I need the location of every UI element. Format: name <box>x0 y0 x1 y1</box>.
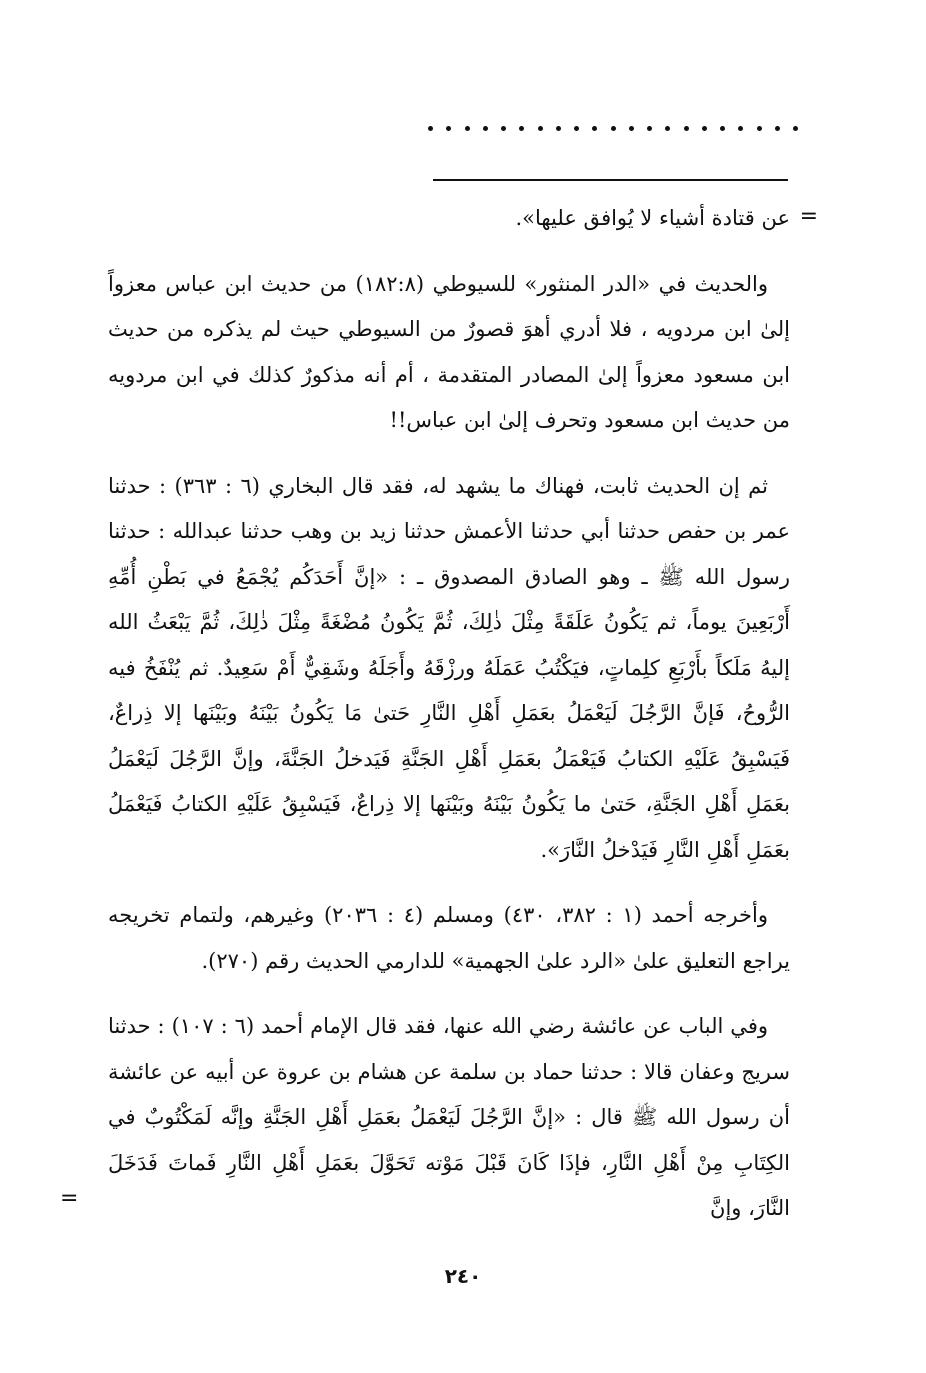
separator-dot <box>611 126 616 131</box>
paragraph-aisha-hadith: وفي الباب عن عائشة رضي الله عنها، فقد قال الإمام أحمد (٦ : ١٠٧) : حدثنا سريج وعفان قالا : حدثنا حماد بن سلمة عن هشام بن عروة عن أبيه عن عائشة أن رسول الله ﷺ قال : «إنَّ الرَّجُلَ لَيَعْمَلُ بعَمَلِ أَهْلِ الجَنَّةِ وإنَّه لَمَكْتُوبٌ في الكِتَابِ مِنْ أَهْلِ النَّارِ، فإذَا كَانَ قَبْلَ مَوْته تَحَوَّلَ بعَمَلِ أَهْلِ النَّارِ فَماتَ فَدَخَلَ النَّارَ، وإنَّ <box>108 1014 790 1220</box>
separator-dot <box>629 126 634 131</box>
separator-dot <box>501 126 506 131</box>
header-dot-separator <box>428 122 798 134</box>
separator-dot <box>592 126 597 131</box>
page-number: ٢٤٠ <box>444 1264 482 1288</box>
separator-dot <box>720 126 725 131</box>
continuation-mark-bottom: = <box>60 1186 79 1211</box>
separator-dot <box>757 126 762 131</box>
separator-dot <box>647 126 652 131</box>
paragraph-durr-manthur: والحديث في «الدر المنثور» للسيوطي (١٨٢:٨) من حديث ابن عباس معزواً إلىٰ ابن مردويه ، فلا أدري أهوَ قصورٌ من السيوطي حيث لم يذكره من حديث ابن مسعود معزواً إلىٰ المصادر المتقدمة ، أم أنه مذكورٌ كذلك في ابن مردويه من حديث ابن مسعود وتحرف إلىٰ ابن عباس!! <box>108 271 790 432</box>
separator-dot <box>775 126 780 131</box>
separator-dot <box>483 126 488 131</box>
footnote-text <box>108 196 790 1232</box>
separator-dot <box>574 126 579 131</box>
separator-dot <box>665 126 670 131</box>
separator-dot <box>702 126 707 131</box>
separator-dot <box>465 126 470 131</box>
separator-dot <box>519 126 524 131</box>
paragraph-takhrij: وأخرجه أحمد (١ : ٣٨٢، ٤٣٠) ومسلم (٤ : ٢٠٣٦) وغيرهم، ولتمام تخريجه يراجع التعليق علىٰ «الرد علىٰ الجهمية» للدارمي الحديث رقم (٢٧٠). <box>108 903 790 973</box>
separator-dot <box>556 126 561 131</box>
separator-dot <box>684 126 689 131</box>
paragraph-bukhari-hadith: ثم إن الحديث ثابت، فهناك ما يشهد له، فقد قال البخاري (٦ : ٣٦٣) : حدثنا عمر بن حفص حدثنا أبي حدثنا الأعمش حدثنا زيد بن وهب حدثنا عبدالله : حدثنا رسول الله ﷺ ـ وهو الصادق المصدوق ـ : «إنَّ أَحَدَكُم يُجْمَعُ في بَطْنِ أُمِّهِ أَرْبَعِينَ يوماً، ثم يَكُونُ عَلَقَةً مِثْلَ ذٰلِكَ، ثُمَّ يَكُونُ مُضْغَةً مِثْلَ ذٰلِكَ، ثُمَّ يَبْعَثُ الله إليهُ مَلَكاً بأَرْبَعِ كلِماتٍ، فيَكْتُبُ عَمَلَهُ ورزْقَهُ وأَجَلَهُ وشَقِيٌّ أَمْ سَعِيدٌ. ثم يُنْفَخُ فيه الرُّوحُ، فَإنَّ الرَّجُلَ لَيَعْمَلُ بعَمَلِ أَهْلِ النَّارِ حَتىٰ مَا يَكُونُ بَيْنَهُ وبَيْنَها إلا ذِراعٌ، فَيَسْبِقُ عَلَيْهِ الكتابُ فَيَعْمَلُ بعَمَلِ أَهْلِ الجَنَّةِ فَيَدخلُ الجَنَّةَ، وإنَّ الرَّجُلَ لَيَعْمَلُ بعَمَلِ أَهْلِ الجَنَّةِ، حَتىٰ ما يَكُونُ بَيْنَهُ وبَيْنَها إلا ذِراعٌ، فَيَسْبِقُ عَلَيْهِ الكتابُ فَيَعْمَلُ بعَمَلِ أَهْلِ النَّارِ فَيَدْخلُ النَّارَ». <box>108 473 790 862</box>
continuation-mark-top: = <box>799 204 818 229</box>
separator-dot <box>446 126 451 131</box>
separator-dot <box>428 126 433 131</box>
separator-dot <box>738 126 743 131</box>
footnote-rule <box>433 179 788 181</box>
separator-dot <box>538 126 543 131</box>
separator-dot <box>793 126 798 131</box>
paragraph-continued: عن قتادة أشياء لا يُوافق عليها». <box>515 206 790 230</box>
